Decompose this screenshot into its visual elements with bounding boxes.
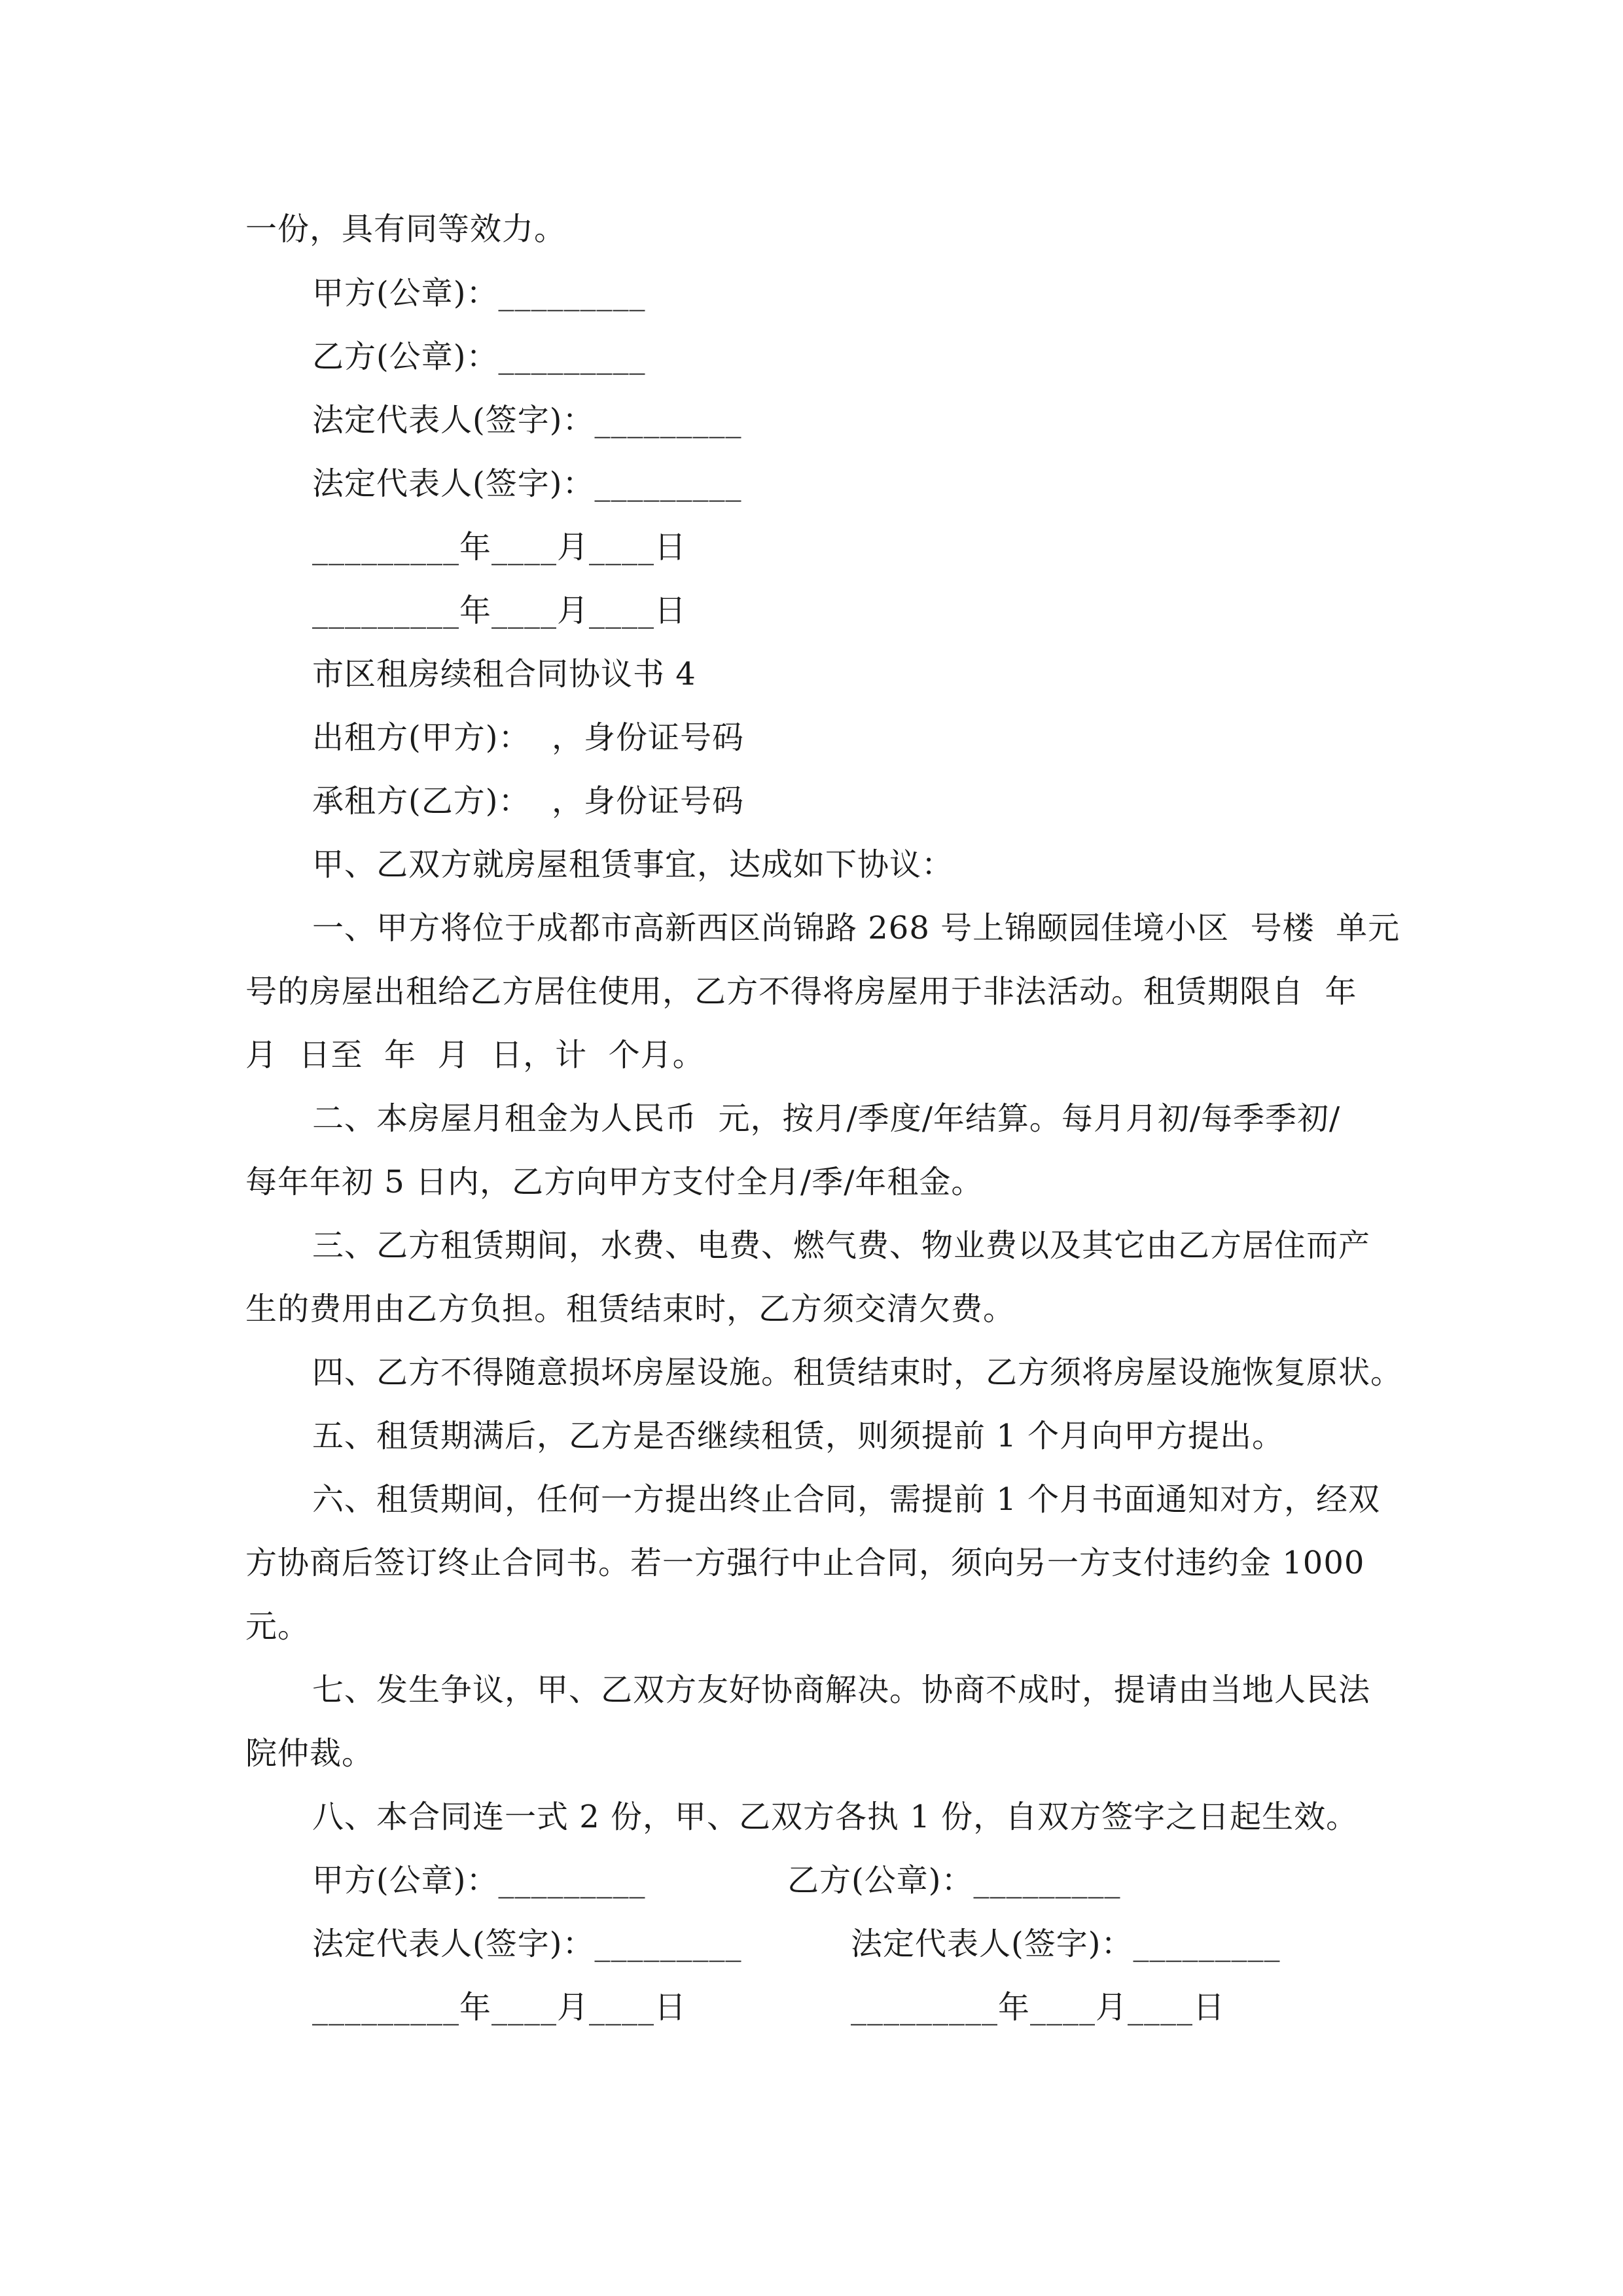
clause-5-text: 五、租赁期满后，乙方是否继续租赁，则须提前 1 个月向甲方提出。 — [312, 1418, 1285, 1454]
party-a-legal-rep-line: 法定代表人(签字)：_________ — [312, 1926, 742, 1962]
contract-title: 市区租房续租合同协议书 4 — [312, 656, 696, 692]
clause-7-text: 院仲裁。 — [245, 1735, 374, 1772]
clause-8-text: 八、本合同连一式 2 份，甲、乙双方各执 1 份，自双方签字之日起生效。 — [312, 1799, 1359, 1835]
clause-7-text: 七、发生争议，甲、乙双方友好协商解决。协商不成时，提请由当地人民法 — [312, 1672, 1371, 1708]
date-line: _________年____月____日 — [312, 529, 687, 565]
party-a-seal-line: 甲方(公章)：_________ — [312, 1862, 646, 1899]
clause-1-text: 号的房屋出租给乙方居住使用，乙方不得将房屋用于非法活动。租赁期限自 年 — [245, 973, 1357, 1010]
clause-2-text: 每年年初 5 日内，乙方向甲方支付全月/季/年租金。 — [245, 1164, 984, 1200]
clause-6-text: 元。 — [245, 1608, 310, 1645]
party-b-seal-line: 乙方(公章)：_________ — [312, 338, 646, 375]
clause-3-text: 三、乙方租赁期间，水费、电费、燃气费、物业费以及其它由乙方居住而产 — [312, 1227, 1371, 1264]
lessor-line: 出租方(甲方)： ，身份证号码 — [312, 719, 744, 756]
agreement-intro: 甲、乙双方就房屋租赁事宜，达成如下协议： — [312, 846, 954, 883]
party-a-seal-line: 甲方(公章)：_________ — [312, 275, 646, 312]
clause-6-text: 方协商后签订终止合同书。若一方强行中止合同，须向另一方支付违约金 1000 — [245, 1545, 1365, 1581]
clause-6-text: 六、租赁期间，任何一方提出终止合同，需提前 1 个月书面通知对方，经双 — [312, 1481, 1381, 1518]
legal-rep-signature-line: 法定代表人(签字)：_________ — [312, 465, 742, 502]
party-b-date-line: _________年____月____日 — [851, 1989, 1226, 2026]
party-a-date-line: _________年____月____日 — [312, 1989, 687, 2026]
date-line: _________年____月____日 — [312, 592, 687, 629]
clause-1-text: 一、甲方将位于成都市高新西区尚锦路 268 号上锦颐园佳境小区 号楼 单元 — [312, 910, 1400, 946]
clause-3-text: 生的费用由乙方负担。租赁结束时，乙方须交清欠费。 — [245, 1291, 1016, 1327]
clause-2-text: 二、本房屋月租金为人民币 元，按月/季度/年结算。每月月初/每季季初/ — [312, 1100, 1341, 1137]
legal-rep-signature-line: 法定代表人(签字)：_________ — [312, 402, 742, 439]
continuation-text: 一份，具有同等效力。 — [245, 211, 567, 247]
lessee-line: 承租方(乙方)： ，身份证号码 — [312, 783, 744, 819]
clause-1-text: 月 日至 年 月 日，计 个月。 — [245, 1037, 705, 1073]
clause-4-text: 四、乙方不得随意损坏房屋设施。租赁结束时，乙方须将房屋设施恢复原状。 — [312, 1354, 1403, 1391]
party-b-seal-line: 乙方(公章)：_________ — [787, 1862, 1121, 1899]
party-b-legal-rep-line: 法定代表人(签字)：_________ — [851, 1926, 1281, 1962]
